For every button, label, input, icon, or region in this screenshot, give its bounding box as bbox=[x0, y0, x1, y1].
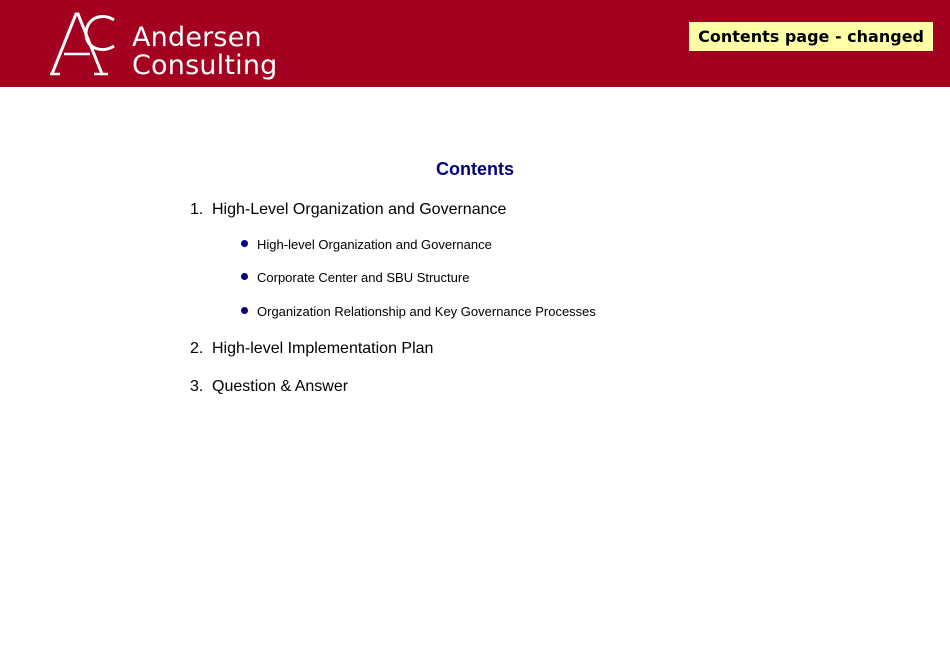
section-label: High-level Implementation Plan bbox=[212, 340, 434, 357]
andersen-consulting-logo bbox=[50, 10, 290, 82]
bullet-label: Corporate Center and SBU Structure bbox=[257, 270, 470, 285]
bullet-label: Organization Relationship and Key Governance Processes bbox=[257, 304, 596, 319]
contents-title: Contents bbox=[436, 159, 514, 179]
section-2 bbox=[190, 339, 433, 359]
bullet-dot-icon bbox=[241, 307, 248, 314]
logo-wordmark-line2: Consulting bbox=[132, 50, 278, 81]
section-3 bbox=[190, 377, 348, 397]
subsection-bullet bbox=[241, 237, 492, 253]
subsection-bullet bbox=[241, 270, 469, 286]
ac-monogram-icon bbox=[50, 10, 130, 76]
header-banner bbox=[0, 0, 950, 87]
status-badge: Contents page - changed bbox=[689, 22, 933, 51]
section-number: 1. bbox=[190, 201, 204, 218]
bullet-dot-icon bbox=[241, 240, 248, 247]
section-1 bbox=[190, 200, 506, 220]
logo-wordmark-line1: Andersen bbox=[132, 22, 262, 53]
section-label: High-Level Organization and Governance bbox=[212, 201, 507, 218]
subsection-bullet bbox=[241, 304, 596, 320]
bullet-label: High-level Organization and Governance bbox=[257, 237, 492, 252]
section-number: 3. bbox=[190, 378, 204, 395]
section-label: Question & Answer bbox=[212, 378, 349, 395]
bullet-dot-icon bbox=[241, 273, 248, 280]
section-number: 2. bbox=[190, 340, 204, 357]
